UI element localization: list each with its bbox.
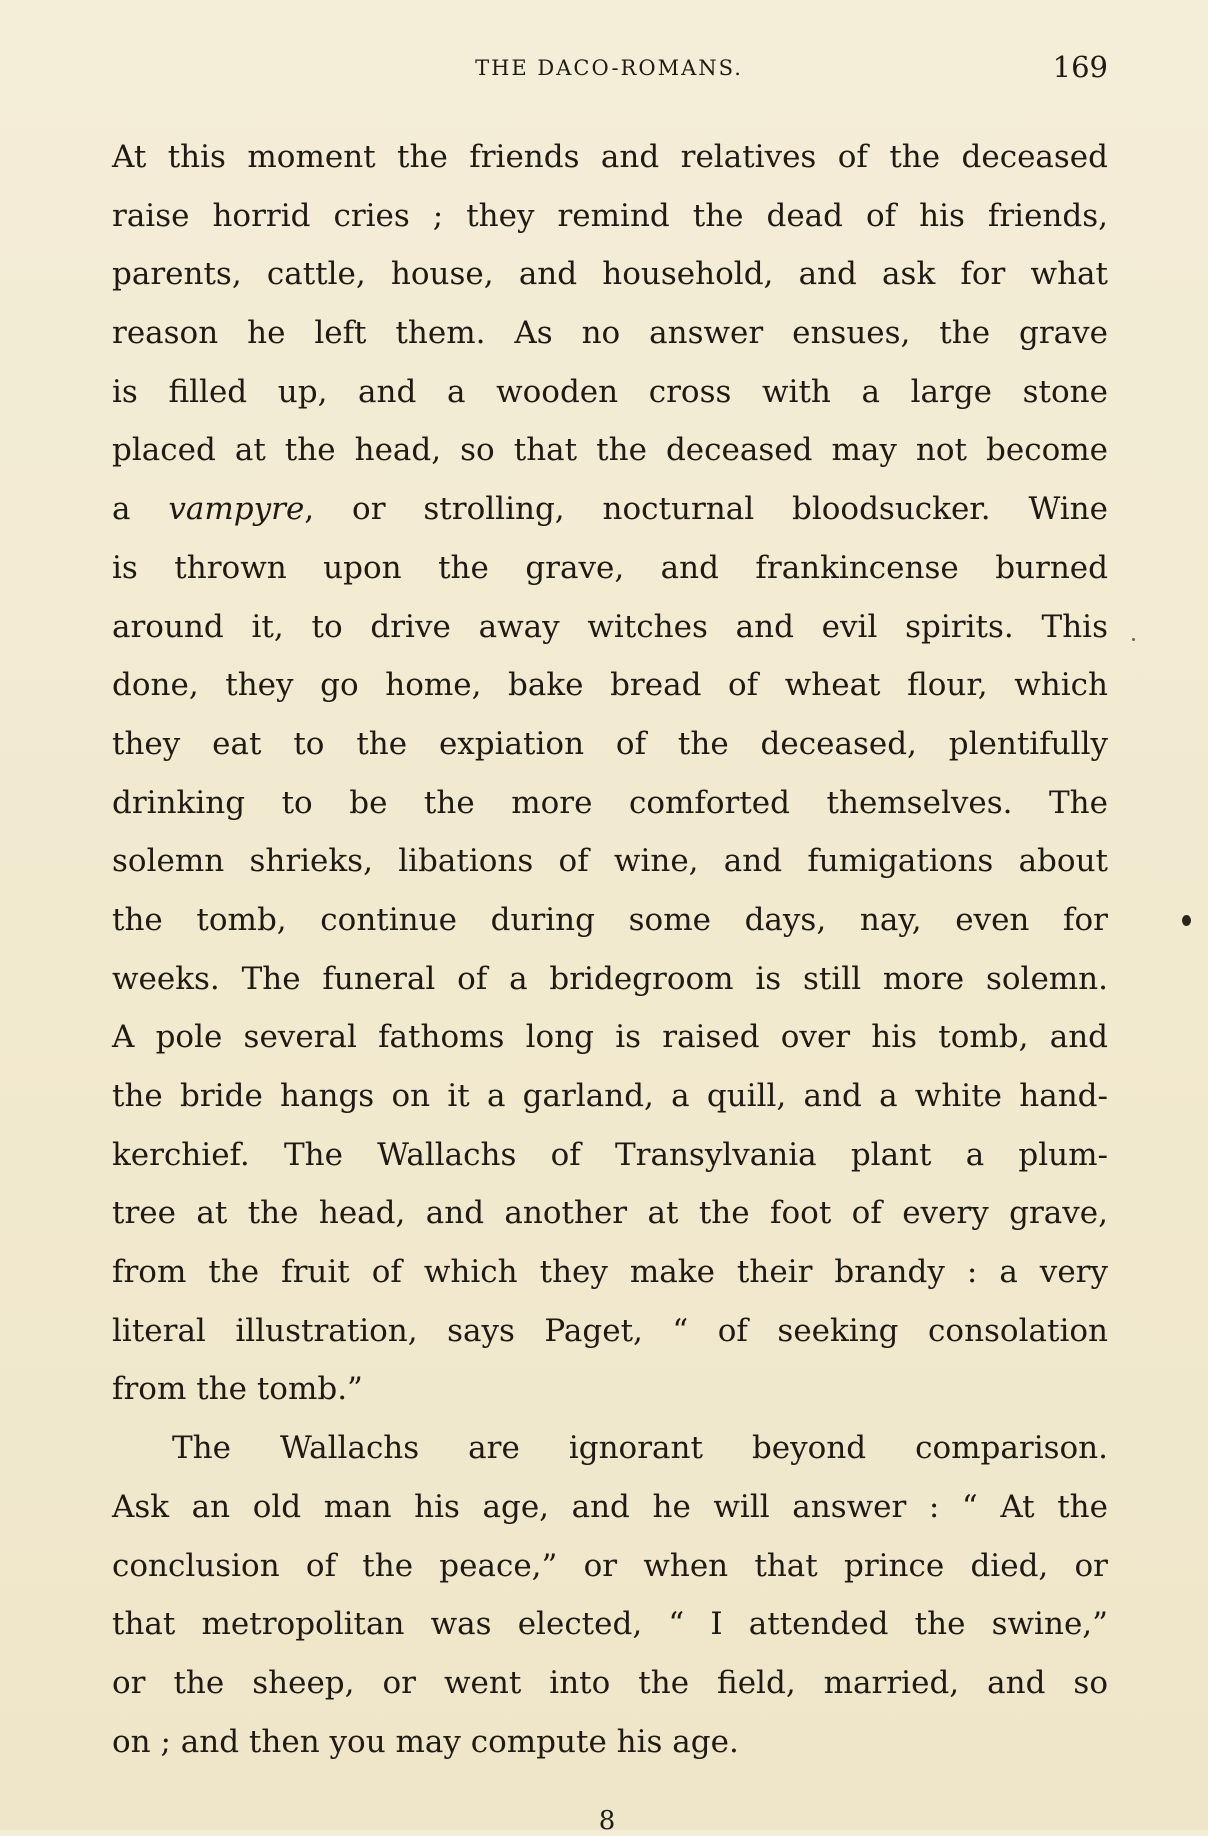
text-line: placed at the head, so that the deceased may not become (112, 432, 1108, 469)
text-line: solemn shrieks, libations of wine, and fumigations about (112, 843, 1108, 880)
text-line: tree at the head, and another at the foot of every grave, (112, 1195, 1108, 1232)
text-line: A pole several fathoms long is raised over his tomb, and (112, 1019, 1108, 1056)
running-header (110, 50, 1108, 90)
text-line: kerchief. The Wallachs of Transylvania plant a plum- (112, 1136, 1108, 1173)
text-line: reason he left them. As no answer ensues, the grave (112, 315, 1108, 352)
text-line: on ; and then you may compute his age. (112, 1723, 739, 1760)
text-line: conclusion of the peace,” or when that prince died, or (112, 1547, 1108, 1584)
text-line: drinking to be the more comforted themselves. The (112, 784, 1108, 821)
text-line: they eat to the expiation of the deceased, plentifully (112, 725, 1108, 762)
text-line: parents, cattle, house, and household, and ask for what (112, 256, 1108, 293)
italic-term: vampyre (168, 491, 305, 528)
text-line: from the tomb.” (112, 1371, 363, 1408)
text-line: Ask an old man his age, and he will answer : “ At the (112, 1488, 1108, 1525)
paragraph-first-line: The Wallachs are ignorant beyond comparison. (172, 1430, 1108, 1467)
ink-speck (1132, 638, 1135, 641)
running-title: THE DACO-ROMANS. (475, 56, 743, 80)
text-line: around it, to drive away witches and evil spirits. This (112, 608, 1108, 645)
text-line: weeks. The funeral of a bridegroom is still more solemn. (112, 960, 1108, 997)
text-line: that metropolitan was elected, “ I attended the swine,” (112, 1606, 1108, 1643)
ink-speck (1182, 915, 1191, 926)
text-line: is thrown upon the grave, and frankincense burned (112, 549, 1108, 586)
text-line: At this moment the friends and relatives of the deceased (112, 139, 1108, 175)
text-line: or the sheep, or went into the field, married, and so (112, 1664, 1108, 1701)
text-line: is filled up, and a wooden cross with a large stone (112, 373, 1108, 410)
text-segment: , or strolling, nocturnal bloodsucker. Wine (304, 491, 1108, 528)
text-line: done, they go home, bake bread of wheat flour, which (112, 667, 1108, 704)
text-line (112, 480, 1108, 539)
text-line: the bride hangs on it a garland, a quill, and a white hand- (112, 1078, 1108, 1114)
text-line: from the fruit of which they make their brandy : a very (112, 1254, 1108, 1291)
text-line: raise horrid cries ; they remind the dead of his friends, (112, 197, 1108, 234)
text-segment: a (112, 491, 169, 528)
signature-mark: 8 (598, 1806, 616, 1836)
text-line: the tomb, continue during some days, nay, even for (112, 901, 1108, 938)
page-number: 169 (1052, 50, 1108, 84)
text-line: literal illustration, says Paget, “ of seeking consolation (112, 1312, 1108, 1349)
body-text (112, 128, 1108, 1771)
